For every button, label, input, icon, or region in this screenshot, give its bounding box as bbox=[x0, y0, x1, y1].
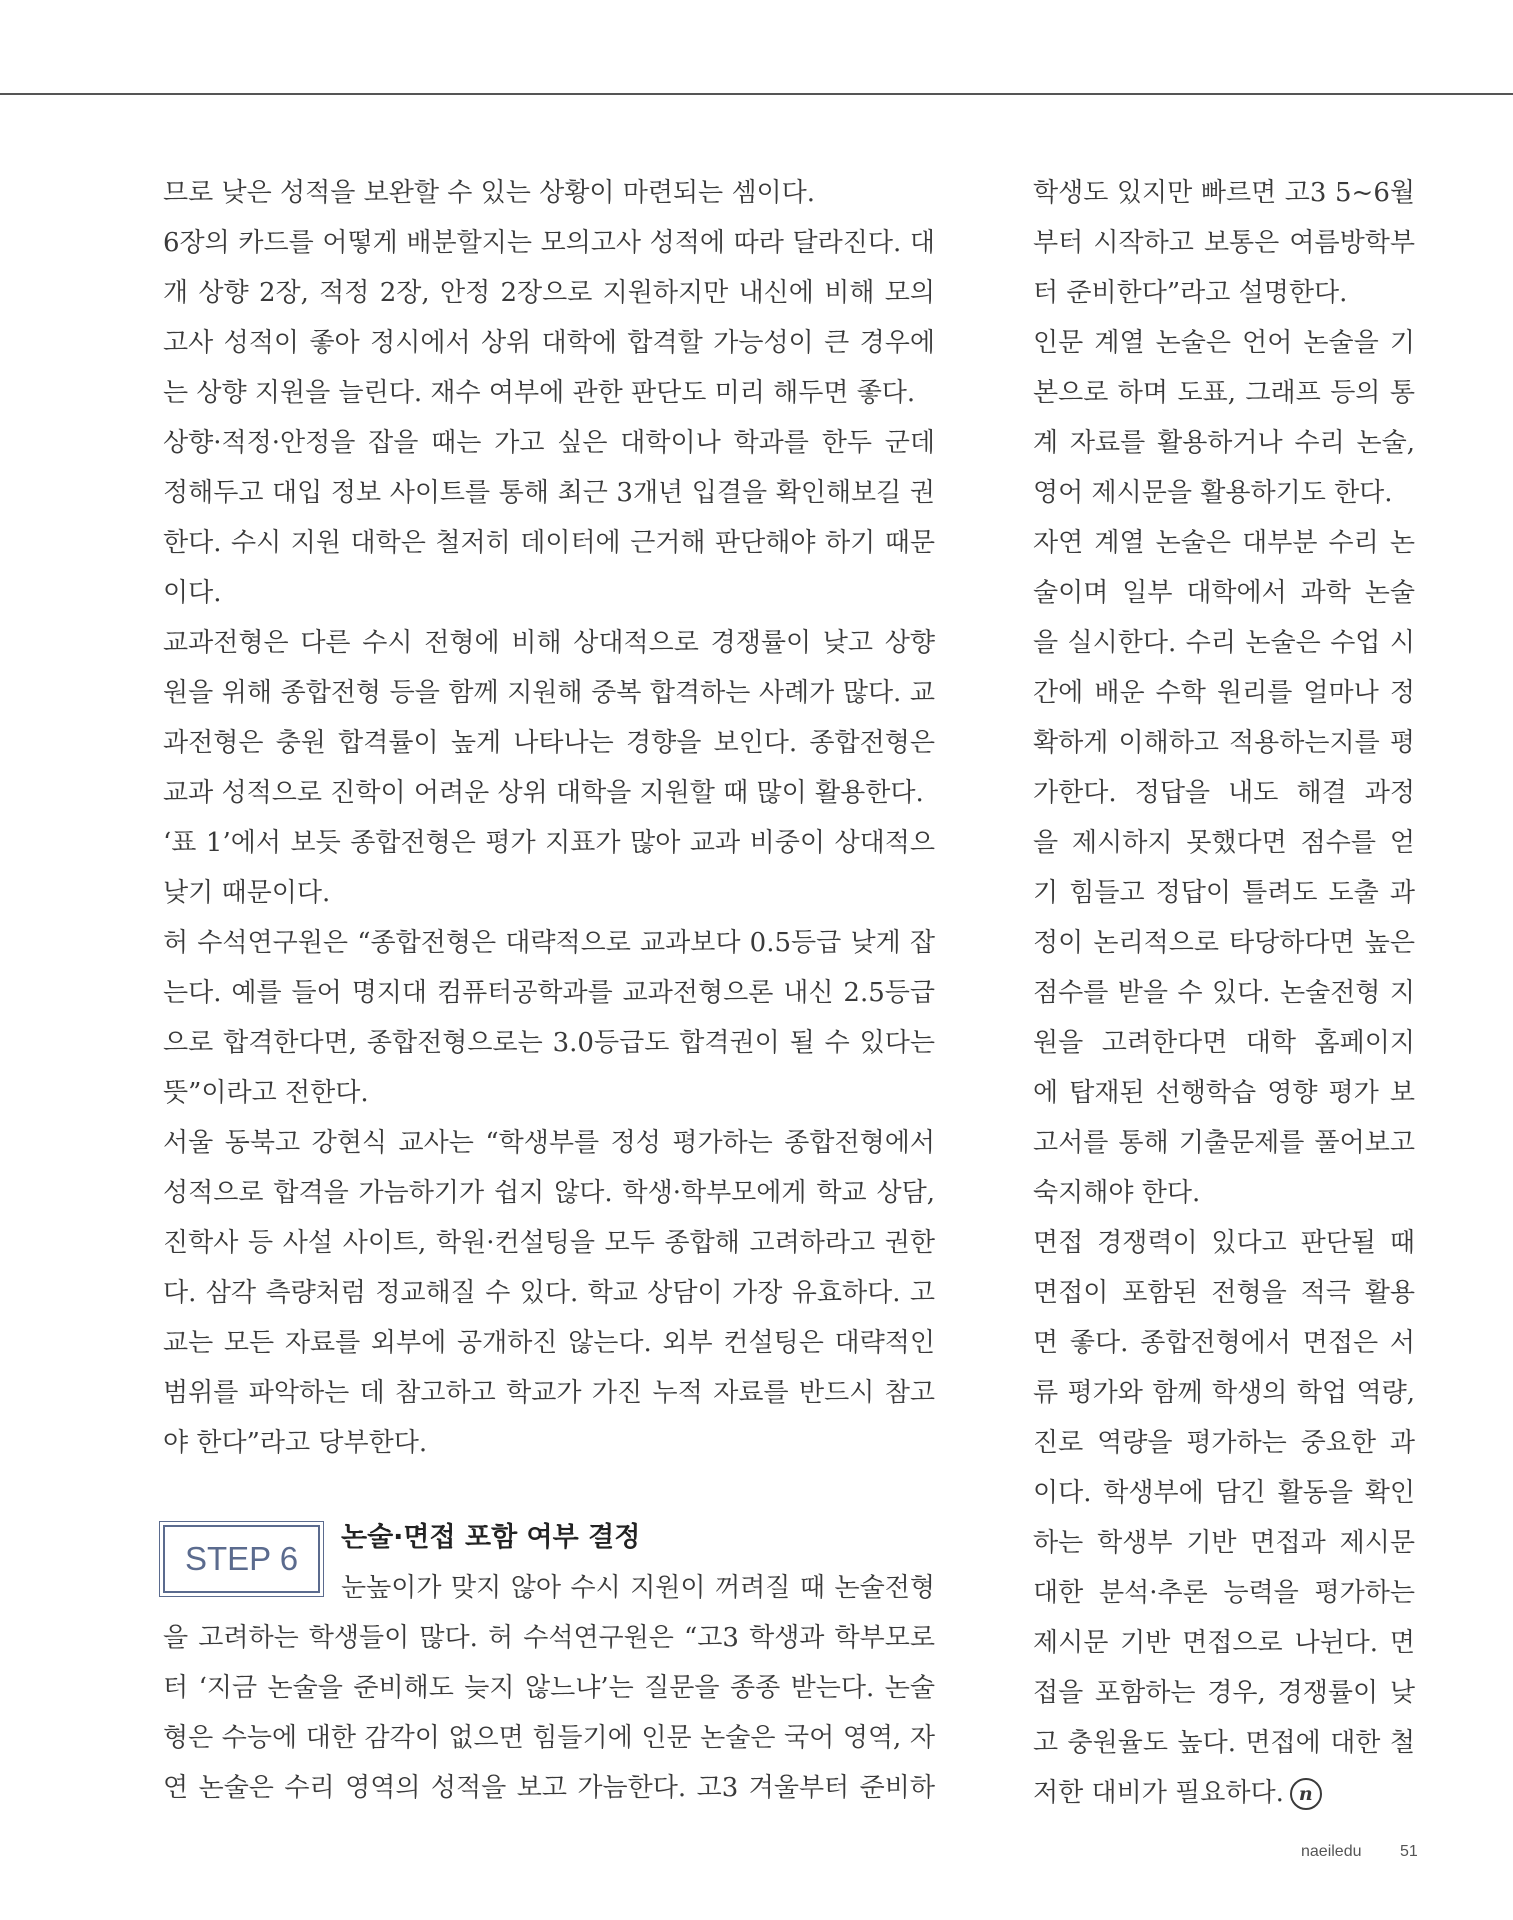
text-line: 서울 동북고 강현식 교사는 “학생부를 정성 평가하는 종합전형에서 bbox=[163, 1128, 935, 1158]
text-line: 허 수석연구원은 “종합전형은 대략적으로 교과보다 0.5등급 낮게 잡 bbox=[163, 928, 935, 958]
text-line: ‘표 1’에서 보듯 종합전형은 평가 지표가 많아 교과 비중이 상대적으 bbox=[163, 828, 935, 858]
end-mark-icon: n bbox=[1290, 1778, 1322, 1810]
text-line: 야 한다”라고 당부한다. bbox=[163, 1428, 428, 1458]
page-number: 51 bbox=[1400, 1843, 1418, 1860]
section-gap bbox=[163, 1468, 935, 1513]
left-paragraphs bbox=[163, 168, 935, 1468]
text-line: 진학사 등 사설 사이트, 학원·컨설팅을 모두 종합해 고려하라고 권한 bbox=[163, 1228, 935, 1258]
text-line: 제시문 기반 면접으로 나뉜다. 면 bbox=[1033, 1628, 1415, 1658]
text-line: 고 충원율도 높다. 면접에 대한 철 bbox=[1033, 1728, 1415, 1758]
text-line: 정이 논리적으로 타당하다면 높은 bbox=[1033, 928, 1415, 958]
text-line: 므로 낮은 성적을 보완할 수 있는 상황이 마련되는 셈이다. bbox=[163, 178, 816, 208]
text-line: 에 탑재된 선행학습 영향 평가 보 bbox=[1033, 1078, 1415, 1108]
step-heading bbox=[163, 1513, 935, 1577]
text-line: 상향·적정·안정을 잡을 때는 가고 싶은 대학이나 학과를 한두 군데 bbox=[163, 428, 935, 458]
text-line: 확하게 이해하고 적용하는지를 평 bbox=[1033, 728, 1415, 758]
text-line: 학생도 있지만 빠르면 고3 5~6월 bbox=[1033, 178, 1415, 208]
text-line: 대한 분석·추론 능력을 평가하는 bbox=[1033, 1578, 1415, 1608]
text-line: 접을 포함하는 경우, 경쟁률이 낮 bbox=[1033, 1678, 1415, 1708]
text-line: 교과 성적으로 진학이 어려운 상위 대학을 지원할 때 많이 활용한다. bbox=[163, 778, 924, 808]
text-line: 자연 계열 논술은 대부분 수리 논 bbox=[1033, 528, 1415, 558]
text-line: 고사 성적이 좋아 정시에서 상위 대학에 합격할 가능성이 큰 경우에 bbox=[163, 328, 935, 358]
text-line: 면접 경쟁력이 있다고 판단될 때 bbox=[1033, 1228, 1415, 1258]
text-line: 터 준비한다”라고 설명한다. bbox=[1033, 278, 1348, 308]
text-line: 계 자료를 활용하거나 수리 논술, bbox=[1033, 428, 1415, 458]
text-line: 원을 고려한다면 대학 홈페이지 bbox=[1033, 1028, 1415, 1058]
text-line: 본으로 하며 도표, 그래프 등의 통 bbox=[1033, 378, 1415, 408]
step-title: 논술·면접 포함 여부 결정 bbox=[341, 1522, 641, 1553]
text-line: 인문 계열 논술은 언어 논술을 기 bbox=[1033, 328, 1415, 358]
text-line: 과전형은 충원 합격률이 높게 나타나는 경향을 보인다. 종합전형은 bbox=[163, 728, 935, 758]
text-line: 면접이 포함된 전형을 적극 활용 bbox=[1033, 1278, 1415, 1308]
text-line: 을 실시한다. 수리 논술은 수업 시 bbox=[1033, 628, 1415, 658]
text-line: 범위를 파악하는 데 참고하고 학교가 가진 누적 자료를 반드시 참고 bbox=[163, 1378, 935, 1408]
text-line: 이다. 학생부에 담긴 활동을 확인 bbox=[1033, 1478, 1415, 1508]
text-line: 는다. 예를 들어 명지대 컴퓨터공학과를 교과전형으론 내신 2.5등급 bbox=[163, 978, 935, 1008]
text-line: 진로 역량을 평가하는 중요한 과 bbox=[1033, 1428, 1415, 1458]
text-line: 으로 합격한다면, 종합전형으로는 3.0등급도 합격권이 될 수 있다는 bbox=[163, 1028, 935, 1058]
text-line: 을 고려하는 학생들이 많다. 허 수석연구원은 “고3 학생과 학부모로 bbox=[163, 1623, 935, 1653]
text-line: 점수를 받을 수 있다. 논술전형 지 bbox=[1033, 978, 1415, 1008]
text-line: 뜻”이라고 전한다. bbox=[163, 1078, 369, 1108]
text-line: 개 상향 2장, 적정 2장, 안정 2장으로 지원하지만 내신에 비해 모의 bbox=[163, 278, 935, 308]
text-line: 을 제시하지 못했다면 점수를 얻 bbox=[1033, 828, 1415, 858]
step-badge: STEP 6 bbox=[163, 1525, 320, 1593]
text-line: 교과전형은 다른 수시 전형에 비해 상대적으로 경쟁률이 낮고 상향 bbox=[163, 628, 935, 658]
text-line: 하는 학생부 기반 면접과 제시문 bbox=[1033, 1528, 1415, 1558]
text-line: 술이며 일부 대학에서 과학 논술 bbox=[1033, 578, 1415, 608]
text-line: 면 좋다. 종합전형에서 면접은 서 bbox=[1033, 1328, 1415, 1358]
text-line: 낮기 때문이다. bbox=[163, 878, 331, 908]
text-line: 가한다. 정답을 내도 해결 과정 bbox=[1033, 778, 1415, 808]
text-line: 한다. 수시 지원 대학은 철저히 데이터에 근거해 판단해야 하기 때문 bbox=[163, 528, 935, 558]
text-line: 고서를 통해 기출문제를 풀어보고 bbox=[1033, 1128, 1415, 1158]
text-line: 교는 모든 자료를 외부에 공개하진 않는다. 외부 컨설팅은 대략적인 bbox=[163, 1328, 935, 1358]
text-line: 숙지해야 한다. bbox=[1033, 1178, 1201, 1208]
text-line: 원을 위해 종합전형 등을 함께 지원해 중복 합격하는 사례가 많다. 교 bbox=[163, 678, 935, 708]
text-line: 성적으로 합격을 가늠하기가 쉽지 않다. 학생·학부모에게 학교 상담, bbox=[163, 1178, 935, 1208]
text-line: 정해두고 대입 정보 사이트를 통해 최근 3개년 입결을 확인해보길 권 bbox=[163, 478, 935, 508]
text-line: 다. 삼각 측량처럼 정교해질 수 있다. 학교 상담이 가장 유효하다. 고 bbox=[163, 1278, 935, 1308]
text-line: 6장의 카드를 어떻게 배분할지는 모의고사 성적에 따라 달라진다. 대 bbox=[163, 228, 935, 258]
text-line: 이다. bbox=[163, 578, 222, 608]
left-column bbox=[163, 168, 935, 1813]
text-line: 부터 시작하고 보통은 여름방학부 bbox=[1033, 228, 1415, 258]
right-paragraphs bbox=[1033, 168, 1415, 1818]
text-line: 연 논술은 수리 영역의 성적을 보고 가늠한다. 고3 겨울부터 준비하 bbox=[163, 1773, 935, 1803]
text-line: 형은 수능에 대한 감각이 없으면 힘들기에 인문 논술은 국어 영역, 자 bbox=[163, 1723, 935, 1753]
text-line: 터 ‘지금 논술을 준비해도 늦지 않느냐’는 질문을 종종 받는다. 논술 bbox=[163, 1673, 935, 1703]
left-step-paragraph bbox=[163, 1563, 935, 1813]
top-rule bbox=[0, 93, 1513, 95]
text-line: 간에 배운 수학 원리를 얼마나 정 bbox=[1033, 678, 1415, 708]
text-line: 는 상향 지원을 늘린다. 재수 여부에 관한 판단도 미리 해두면 좋다. bbox=[163, 378, 916, 408]
right-column bbox=[1033, 168, 1415, 1818]
text-line: 기 힘들고 정답이 틀려도 도출 과 bbox=[1033, 878, 1415, 908]
text-line: 영어 제시문을 활용하기도 한다. bbox=[1033, 478, 1393, 508]
text-line: 눈높이가 맞지 않아 수시 지원이 꺼려질 때 논술전형 bbox=[341, 1573, 935, 1603]
text-line: 저한 대비가 필요하다. n bbox=[1033, 1768, 1415, 1818]
text-line: 류 평가와 함께 학생의 학업 역량, bbox=[1033, 1378, 1415, 1408]
footer-brand: naeiledu bbox=[1301, 1843, 1362, 1860]
